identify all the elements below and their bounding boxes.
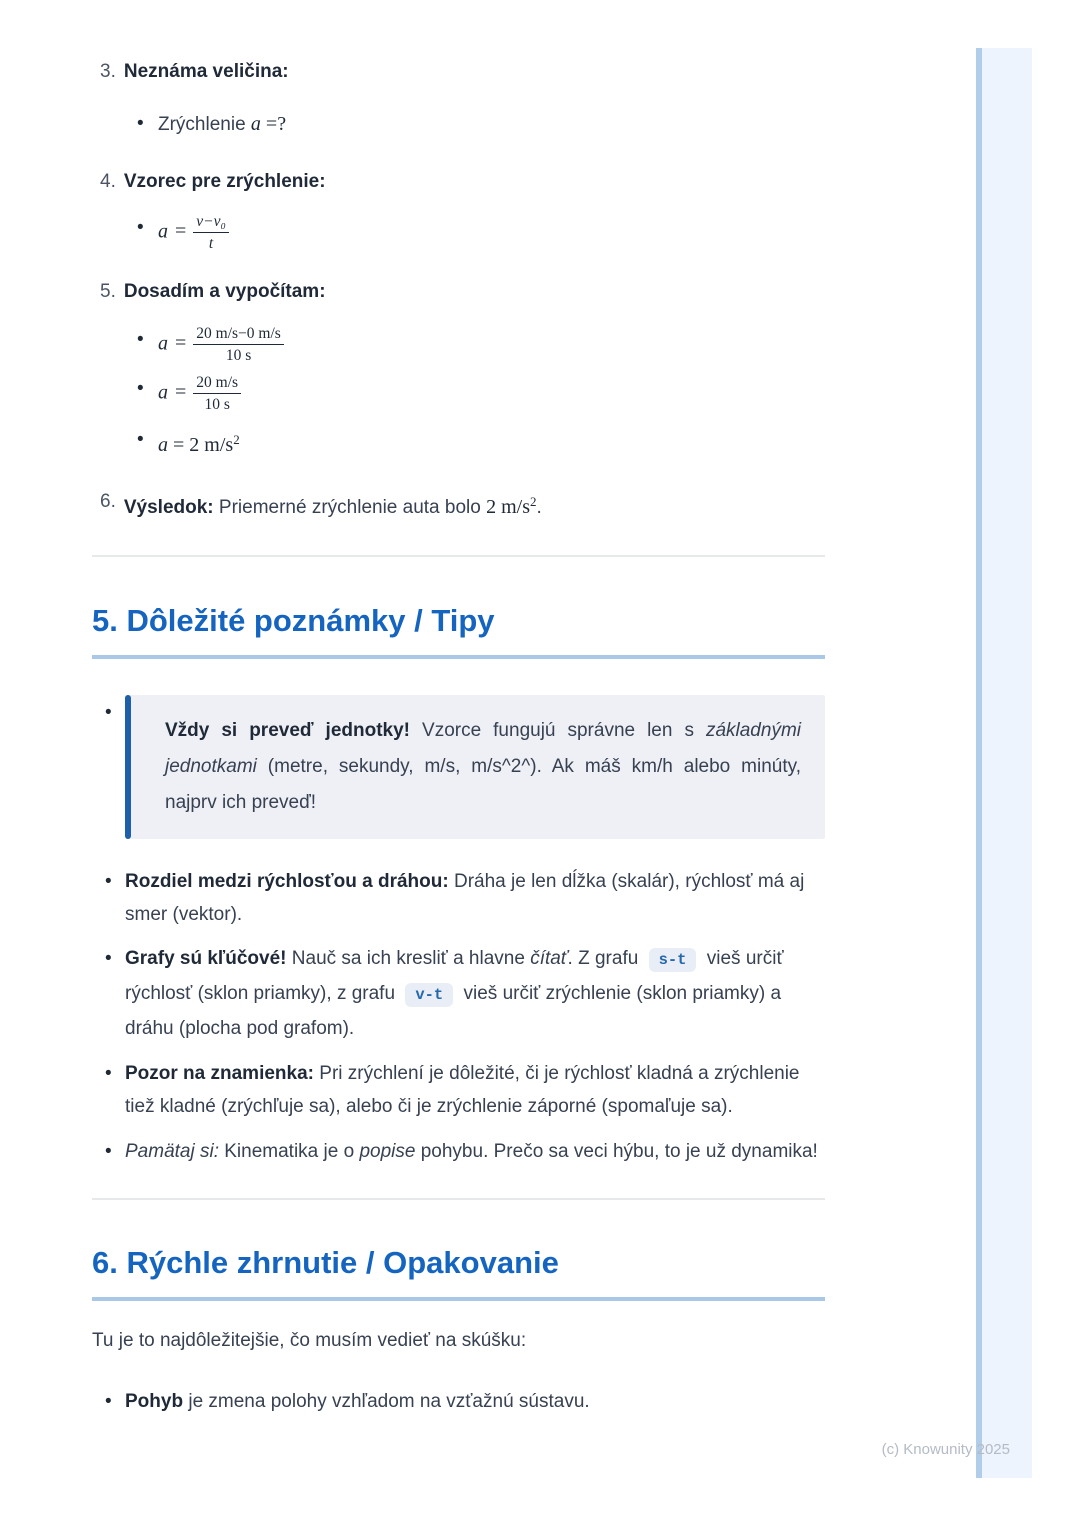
numbered-step-5 (92, 276, 825, 308)
bullet-marker: • (105, 1391, 112, 1413)
text-segment: vieš určiť zrýchlenie (sklon priamky) a dráhu (plocha pod grafom). (125, 983, 782, 1040)
text-segment: 2 (233, 432, 240, 448)
numbered-step-4 (92, 166, 825, 198)
text-segment: 2 (530, 494, 537, 510)
formula-lhs: a (158, 332, 168, 355)
bullet-marker: • (137, 377, 144, 399)
text-segment: Nauč sa ich kresliť a hlavne (286, 948, 531, 970)
bullet-marker: • (105, 948, 112, 970)
text-segment: Kinematika je o (218, 1141, 360, 1163)
list-item-text (125, 1057, 825, 1123)
text-segment: základnými jednotkami (165, 720, 801, 778)
numbered-step-3 (92, 56, 825, 88)
bullet-marker: • (105, 702, 112, 724)
text-segment: a (158, 434, 168, 457)
formula-item (92, 324, 825, 366)
equals-sign: = (175, 380, 187, 403)
text-segment: Vždy si preveď jednotky! (165, 720, 411, 742)
text-segment: 2 m/s (486, 496, 531, 519)
step-number: 4. (100, 171, 116, 192)
text-segment: pohybu. Prečo sa veci hýbu, to je už dynamika! (415, 1141, 818, 1163)
text-segment: vieš určiť rýchlosť (sklon priamky), z grafu (125, 948, 784, 1005)
numbered-step-6 (92, 486, 825, 524)
fraction-numerator: v−v₀ (193, 212, 229, 233)
bullet-marker: • (105, 871, 112, 893)
formula (158, 373, 241, 415)
formula-item (92, 373, 825, 415)
text-segment: Dráha je len dĺžka (skalár), rýchlosť má aj smer (vektor). (125, 871, 805, 926)
bullet-marker: • (137, 217, 144, 238)
list-item (92, 108, 825, 141)
list-item-text (125, 1135, 825, 1168)
list-item (92, 865, 825, 931)
fraction-denominator: 10 s (204, 395, 230, 413)
text-segment: Pozor na znamienka: (125, 1063, 314, 1085)
list-item (92, 942, 825, 1045)
text-segment: Rozdiel medzi rýchlosťou a dráhou: (125, 871, 449, 893)
step-title: Neznáma veličina: (123, 61, 289, 82)
text-segment: čítať (530, 948, 568, 970)
step-number: 3. (100, 61, 116, 82)
bullet-marker: • (137, 113, 144, 134)
bullet-marker: • (105, 1063, 112, 1085)
list-item (92, 1385, 825, 1418)
divider (92, 1198, 825, 1200)
fraction-denominator: 10 s (225, 347, 252, 365)
formula (158, 424, 240, 462)
list-item (92, 1057, 825, 1123)
text-segment: . Z grafu (567, 948, 644, 970)
step-result-text (124, 486, 542, 524)
text-segment: Grafy sú kľúčové! (125, 948, 287, 970)
text-segment: Priemerné zrýchlenie auta bolo (213, 497, 487, 519)
text-segment: Pri zrýchlení je dôležité, či je rýchlosť kladná a zrýchlenie tiež kladné (zrýchľuje sa), alebo či je zrýchlenie záporné (spomaľuje sa). (125, 1063, 800, 1118)
fraction-numerator: 20 m/s−0 m/s (193, 324, 284, 345)
list-item-text (125, 942, 825, 1045)
text-segment: (metre, sekundy, m/s, m/s^2^). Ak máš km/h alebo minúty, najprv ich preveď! (165, 756, 801, 814)
formula-item (92, 212, 825, 254)
text-segment: Pamätaj si: (125, 1141, 219, 1163)
step-title: Vzorec pre zrýchlenie: (123, 171, 326, 192)
text-segment: Zrýchlenie (158, 114, 251, 135)
section-heading-summary: 6. Rýchle zhrnutie / Opakovanie (92, 1244, 825, 1301)
fraction (193, 373, 241, 415)
fraction (193, 212, 229, 254)
text-segment: Výsledok: (123, 497, 214, 519)
document-content (92, 0, 825, 1418)
fraction (193, 324, 284, 366)
step-number: 6. (100, 491, 116, 513)
fraction-numerator: 20 m/s (193, 373, 241, 394)
formula (158, 212, 229, 254)
callout-list-item (92, 695, 825, 839)
list-item-text (125, 1385, 825, 1418)
bullet-marker: • (137, 429, 144, 451)
text-segment: Vzorce fungujú správne len s (410, 720, 706, 742)
callout (125, 695, 825, 839)
text-segment: = 2 m/s (168, 434, 234, 457)
watermark: (c) Knowunity 2025 (881, 1441, 1010, 1458)
list-item-text (158, 108, 286, 141)
formula-lhs: a (158, 380, 168, 403)
step-title: Dosadím a vypočítam: (123, 280, 326, 302)
text-segment: je zmena polohy vzhľadom na vzťažnú sústavu. (183, 1391, 590, 1413)
section-heading-tips: 5. Dôležité poznámky / Tipy (92, 602, 825, 659)
text-segment: popise (359, 1141, 416, 1163)
callout-text (131, 695, 825, 839)
equals-sign: = (175, 220, 187, 243)
scrollbar-track[interactable] (976, 48, 1032, 1478)
formula-lhs: a (158, 220, 168, 243)
bullet-marker: • (105, 1141, 112, 1163)
formula-item (92, 424, 825, 462)
list-item (92, 1135, 825, 1168)
text-segment: . (536, 497, 542, 519)
bullet-marker: • (137, 328, 144, 350)
step-number: 5. (100, 280, 116, 302)
fraction-denominator: t (208, 235, 214, 253)
divider (92, 555, 825, 557)
text-segment: Pohyb (125, 1391, 184, 1413)
inline-code: v-t (405, 983, 453, 1007)
intro-text: Tu je to najdôležitejšie, čo musím vedieť na skúšku: (92, 1330, 527, 1352)
text-segment: a (250, 113, 261, 135)
formula (158, 324, 284, 366)
inline-code: s-t (649, 948, 697, 972)
text-segment: =? (260, 113, 287, 135)
equals-sign: = (175, 332, 187, 355)
list-item-text (125, 865, 825, 931)
